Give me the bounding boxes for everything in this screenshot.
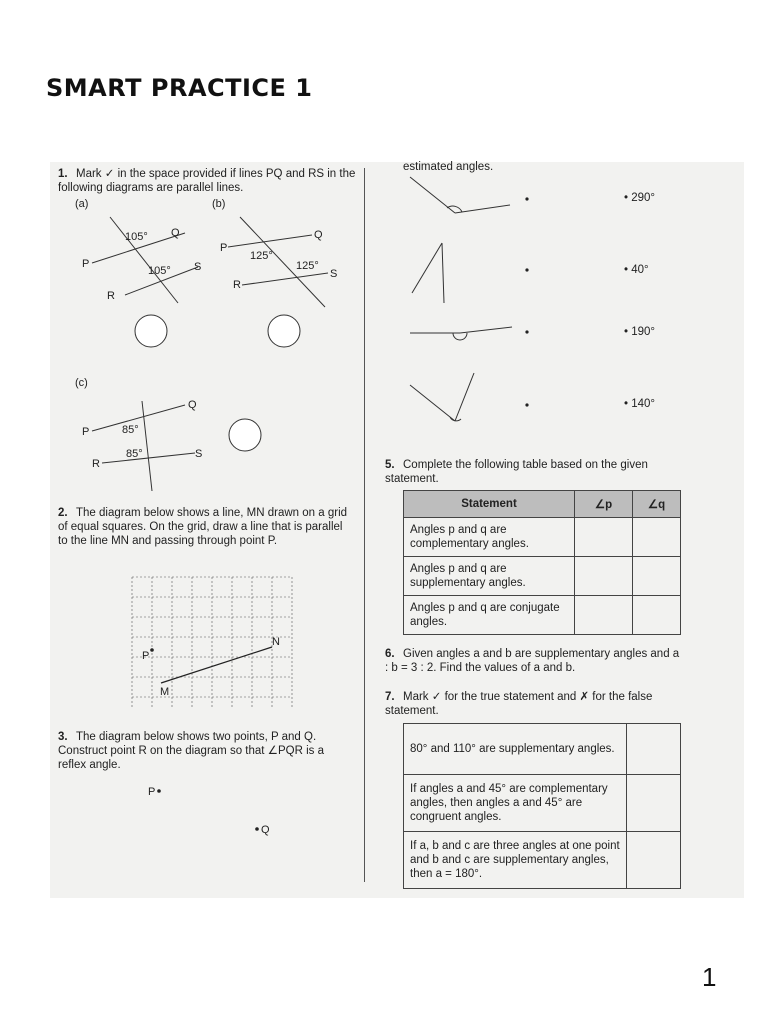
question-6 xyxy=(385,647,685,675)
diagram-c-label: (c) xyxy=(75,377,88,389)
point-p: P xyxy=(82,426,90,438)
answer-circle-b[interactable] xyxy=(268,315,300,347)
mark-cell[interactable] xyxy=(627,832,681,889)
question-text: The diagram below shows a line, MN drawn on a grid of equal squares. On the grid, draw a line that is parallel to the line MN and passing through point P. xyxy=(58,507,348,547)
q7-table xyxy=(403,723,681,889)
diagram-a-label: (a) xyxy=(75,198,89,210)
question-number: 2. xyxy=(58,507,68,519)
question-2 xyxy=(58,506,354,548)
q4-angle-figures xyxy=(400,175,540,445)
q3-points[interactable] xyxy=(140,780,280,840)
question-1 xyxy=(58,167,358,195)
point-p: P xyxy=(142,650,150,662)
point-r: R xyxy=(107,290,115,302)
question-text: Mark ✓ in the space provided if lines PQ and RS in the following diagrams are parallel lines. xyxy=(58,168,356,194)
page-number: 1 xyxy=(702,962,717,992)
answer-cell-q[interactable] xyxy=(633,596,681,635)
statement-cell: Angles p and q are supplementary angles. xyxy=(404,557,575,596)
point-q: Q xyxy=(314,229,323,241)
answer-circle-a[interactable] xyxy=(135,315,167,347)
answer-cell-q[interactable] xyxy=(633,557,681,596)
table-row xyxy=(404,518,681,557)
angle-arm xyxy=(410,385,455,421)
match-dot[interactable] xyxy=(525,197,528,200)
option-1[interactable]: • 290° xyxy=(624,192,656,204)
angle-label: 125° xyxy=(296,260,319,272)
table-row xyxy=(404,557,681,596)
table-row xyxy=(404,724,681,775)
point-p-dot xyxy=(157,789,161,793)
angle-arc xyxy=(453,333,467,340)
point-r: R xyxy=(92,458,100,470)
table-row xyxy=(404,596,681,635)
q5-table xyxy=(403,490,681,635)
mark-cell[interactable] xyxy=(627,775,681,832)
question-text: Mark ✓ for the true statement and ✗ for the false statement. xyxy=(385,691,653,717)
statement-cell: Angles p and q are complementary angles. xyxy=(404,518,575,557)
angle-arm xyxy=(455,205,510,213)
header-statement: Statement xyxy=(404,491,575,518)
point-p: P xyxy=(220,242,228,254)
statement-cell: Angles p and q are conjugate angles. xyxy=(404,596,575,635)
table-row xyxy=(404,775,681,832)
match-dot[interactable] xyxy=(525,268,528,271)
question-number: 3. xyxy=(58,731,68,743)
diagram-b-label: (b) xyxy=(212,198,226,210)
match-dot[interactable] xyxy=(525,330,528,333)
angle-label: 125° xyxy=(250,250,273,262)
point-p: P xyxy=(82,258,90,270)
line-rs xyxy=(242,273,328,285)
header-angle-p: ∠p xyxy=(575,491,633,518)
angle-label: 105° xyxy=(148,265,171,277)
question-text: Complete the following table based on the given statement. xyxy=(385,459,648,485)
q2-grid[interactable] xyxy=(130,575,295,715)
angle-label: 105° xyxy=(125,231,148,243)
match-dot[interactable] xyxy=(525,403,528,406)
answer-circle-c[interactable] xyxy=(229,419,261,451)
question-number: 5. xyxy=(385,459,395,471)
point-q: Q xyxy=(261,824,270,836)
angle-arm xyxy=(442,243,444,303)
statement-cell: 80° and 110° are supplementary angles. xyxy=(404,724,627,775)
question-5 xyxy=(385,458,685,486)
question-7 xyxy=(385,690,685,718)
point-s: S xyxy=(330,268,338,280)
point-s: S xyxy=(195,448,203,460)
question-number: 1. xyxy=(58,168,68,180)
q1-diagrams xyxy=(50,195,360,495)
diagram-b xyxy=(220,217,337,347)
point-q: Q xyxy=(171,227,180,239)
column-divider xyxy=(364,168,365,882)
point-p: P xyxy=(148,786,156,798)
point-q-dot xyxy=(255,827,259,831)
page-title: SMART PRACTICE 1 xyxy=(46,74,313,102)
question-text: The diagram below shows two points, P and Q. Construct point R on the diagram so that ∠PQR is a reflex angle. xyxy=(58,731,324,771)
table-row xyxy=(404,832,681,889)
point-n: N xyxy=(272,636,280,648)
diagram-a xyxy=(82,217,201,347)
line-mn xyxy=(161,647,272,683)
angle-arm xyxy=(412,243,442,293)
point-p-dot xyxy=(150,648,154,652)
answer-cell-p[interactable] xyxy=(575,596,633,635)
question-number: 7. xyxy=(385,691,395,703)
line-pq xyxy=(228,235,312,247)
answer-cell-p[interactable] xyxy=(575,557,633,596)
angle-label: 85° xyxy=(126,448,143,460)
point-m: M xyxy=(160,686,170,698)
option-2[interactable]: • 40° xyxy=(624,264,649,276)
option-4[interactable]: • 140° xyxy=(624,398,656,410)
point-q: Q xyxy=(188,399,197,411)
statement-cell: If angles a and 45° are complementary angles, then angles a and 45° are congruent angles. xyxy=(404,775,627,832)
question-text: Given angles a and b are supplementary angles and a : b = 3 : 2. Find the values of a and b. xyxy=(385,648,680,674)
header-angle-q: ∠q xyxy=(633,491,681,518)
point-r: R xyxy=(233,279,241,291)
mark-cell[interactable] xyxy=(627,724,681,775)
statement-cell: If a, b and c are three angles at one point and b and c are supplementary angles, then a = 180°. xyxy=(404,832,627,889)
point-s: S xyxy=(194,261,202,273)
angle-arm xyxy=(460,327,512,333)
angle-arc xyxy=(447,206,462,212)
transversal xyxy=(110,217,178,303)
question-number: 6. xyxy=(385,648,395,660)
angle-label: 85° xyxy=(122,424,139,436)
angle-arm xyxy=(455,373,474,421)
diagram-c xyxy=(82,399,261,491)
q4-header: estimated angles. xyxy=(403,161,494,173)
option-3[interactable]: • 190° xyxy=(624,326,656,338)
answer-cell-p[interactable] xyxy=(575,518,633,557)
answer-cell-q[interactable] xyxy=(633,518,681,557)
question-3 xyxy=(58,730,354,772)
